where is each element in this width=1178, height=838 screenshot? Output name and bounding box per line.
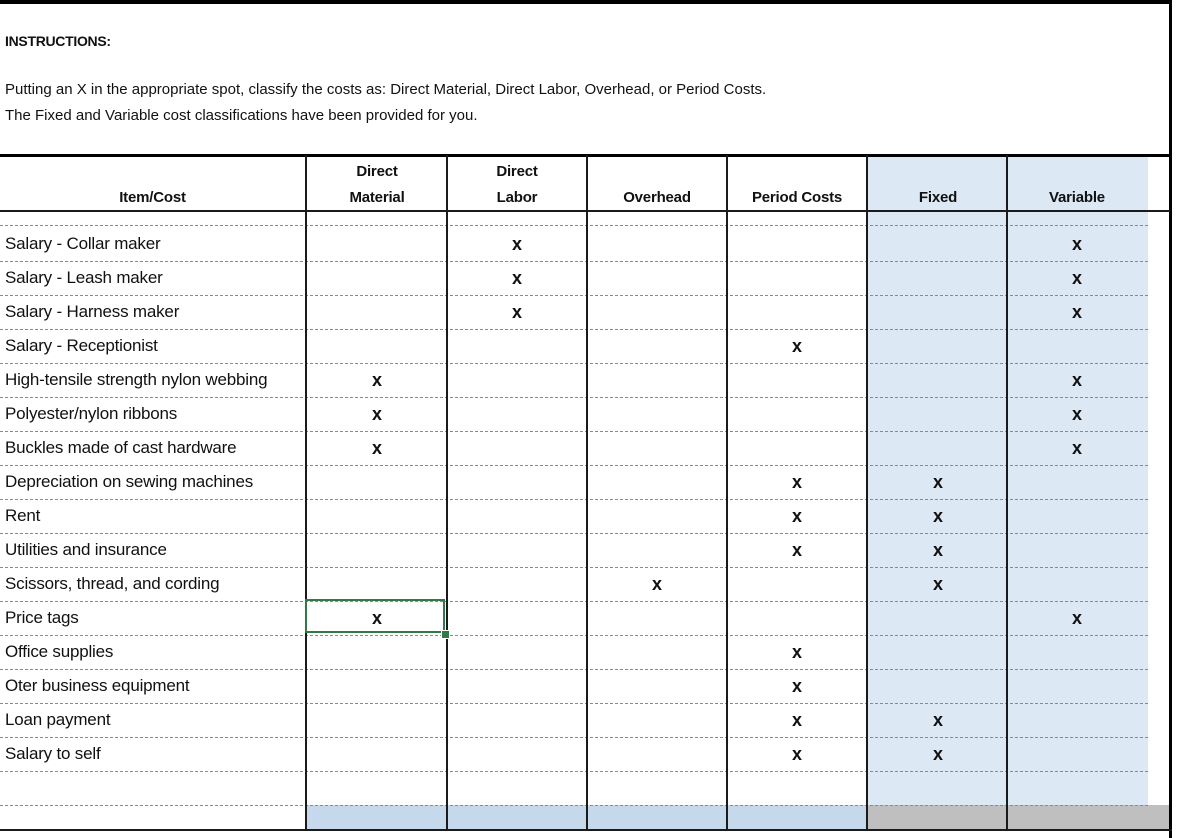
- row-divider: [0, 805, 1148, 806]
- item-cost-label[interactable]: Loan payment: [5, 710, 111, 729]
- cell-direct-labor[interactable]: x: [511, 268, 522, 288]
- header-overhead: Overhead: [623, 189, 691, 206]
- row-divider: [0, 533, 1148, 534]
- row-divider: [0, 635, 1148, 636]
- cell-direct-material[interactable]: x: [371, 608, 382, 628]
- cell-fixed[interactable]: x: [932, 506, 943, 526]
- row-divider: [0, 295, 1148, 296]
- header-direct-material: [307, 159, 447, 211]
- cell-period-costs[interactable]: x: [791, 744, 802, 764]
- header-divider: [0, 210, 1170, 212]
- column-border: [1006, 155, 1008, 831]
- cell-direct-labor[interactable]: x: [511, 234, 522, 254]
- header-direct-labor-line2: Labor: [496, 189, 538, 206]
- cell-direct-material[interactable]: x: [371, 370, 382, 390]
- cell-variable[interactable]: x: [1071, 438, 1082, 458]
- item-cost-label[interactable]: Salary - Harness maker: [5, 302, 180, 321]
- bottom-border: [0, 829, 1172, 831]
- cell-direct-labor[interactable]: x: [511, 302, 522, 322]
- cell-fixed[interactable]: x: [932, 472, 943, 492]
- cell-overhead[interactable]: x: [651, 574, 662, 594]
- item-cost-label[interactable]: Oter business equipment: [5, 676, 190, 695]
- cell-period-costs[interactable]: x: [791, 676, 802, 696]
- item-cost-label[interactable]: Utilities and insurance: [5, 540, 167, 559]
- cell-fixed[interactable]: x: [932, 540, 943, 560]
- header-direct-material-line1: Direct: [356, 163, 398, 180]
- row-divider: [0, 703, 1148, 704]
- item-cost-label[interactable]: Buckles made of cast hardware: [5, 438, 237, 457]
- cell-direct-material[interactable]: x: [371, 404, 382, 424]
- active-cell-selection[interactable]: [305, 599, 445, 633]
- item-cost-label[interactable]: Salary to self: [5, 744, 101, 763]
- cell-variable[interactable]: x: [1071, 608, 1082, 628]
- row-divider: [0, 567, 1148, 568]
- item-cost-label[interactable]: Salary - Receptionist: [5, 336, 158, 355]
- instructions-line-2: The Fixed and Variable cost classifications have been provided for you.: [5, 107, 478, 124]
- cell-variable[interactable]: x: [1071, 404, 1082, 424]
- cell-period-costs[interactable]: x: [791, 472, 802, 492]
- header-direct-labor-line1: Direct: [496, 163, 538, 180]
- instructions-title: INSTRUCTIONS:: [5, 33, 111, 49]
- row-divider: [0, 669, 1148, 670]
- item-cost-label[interactable]: High-tensile strength nylon webbing: [5, 370, 268, 389]
- item-cost-label[interactable]: Rent: [5, 506, 41, 525]
- cell-period-costs[interactable]: x: [791, 336, 802, 356]
- item-cost-label[interactable]: Scissors, thread, and cording: [5, 574, 220, 593]
- cell-variable[interactable]: x: [1071, 302, 1082, 322]
- item-cost-label[interactable]: Price tags: [5, 608, 79, 627]
- row-divider: [0, 261, 1148, 262]
- cell-fixed[interactable]: x: [932, 710, 943, 730]
- item-cost-label[interactable]: Salary - Leash maker: [5, 268, 163, 287]
- row-divider: [0, 771, 1148, 772]
- top-border: [0, 0, 1172, 4]
- row-divider: [0, 601, 1148, 602]
- header-item-cost: Item/Cost: [119, 189, 186, 206]
- cell-fixed[interactable]: x: [932, 744, 943, 764]
- header-direct-material-line2: Material: [349, 189, 405, 206]
- header-fixed: Fixed: [918, 189, 958, 206]
- item-cost-label[interactable]: Polyester/nylon ribbons: [5, 404, 178, 423]
- item-cost-label[interactable]: Depreciation on sewing machines: [5, 472, 253, 491]
- cell-direct-material[interactable]: x: [371, 438, 382, 458]
- row-divider: [0, 465, 1148, 466]
- item-cost-label[interactable]: Office supplies: [5, 642, 114, 661]
- header-period-costs: Period Costs: [751, 189, 843, 206]
- column-border: [586, 155, 588, 831]
- header-direct-labor: [447, 159, 587, 211]
- right-border: [1169, 0, 1172, 838]
- row-divider: [0, 397, 1148, 398]
- cell-period-costs[interactable]: x: [791, 540, 802, 560]
- footer-cells-fixed-variable: [868, 805, 1169, 829]
- cell-variable[interactable]: x: [1071, 234, 1082, 254]
- row-divider: [0, 225, 1148, 226]
- cell-fixed[interactable]: x: [932, 574, 943, 594]
- cell-period-costs[interactable]: x: [791, 710, 802, 730]
- cell-period-costs[interactable]: x: [791, 642, 802, 662]
- header-variable: Variable: [1049, 189, 1105, 206]
- row-divider: [0, 737, 1148, 738]
- column-border: [726, 155, 728, 831]
- row-divider: [0, 499, 1148, 500]
- instructions-line-1: Putting an X in the appropriate spot, classify the costs as: Direct Material, Direct Labor, Overhead, or Period Costs.: [5, 81, 767, 98]
- column-border: [446, 155, 448, 831]
- column-border: [305, 155, 307, 831]
- column-border: [866, 155, 868, 831]
- cell-variable[interactable]: x: [1071, 268, 1082, 288]
- row-divider: [0, 329, 1148, 330]
- cell-variable[interactable]: x: [1071, 370, 1082, 390]
- row-divider: [0, 363, 1148, 364]
- item-cost-label[interactable]: Salary - Collar maker: [5, 234, 161, 253]
- row-divider: [0, 431, 1148, 432]
- fill-handle[interactable]: [441, 630, 450, 639]
- cell-period-costs[interactable]: x: [791, 506, 802, 526]
